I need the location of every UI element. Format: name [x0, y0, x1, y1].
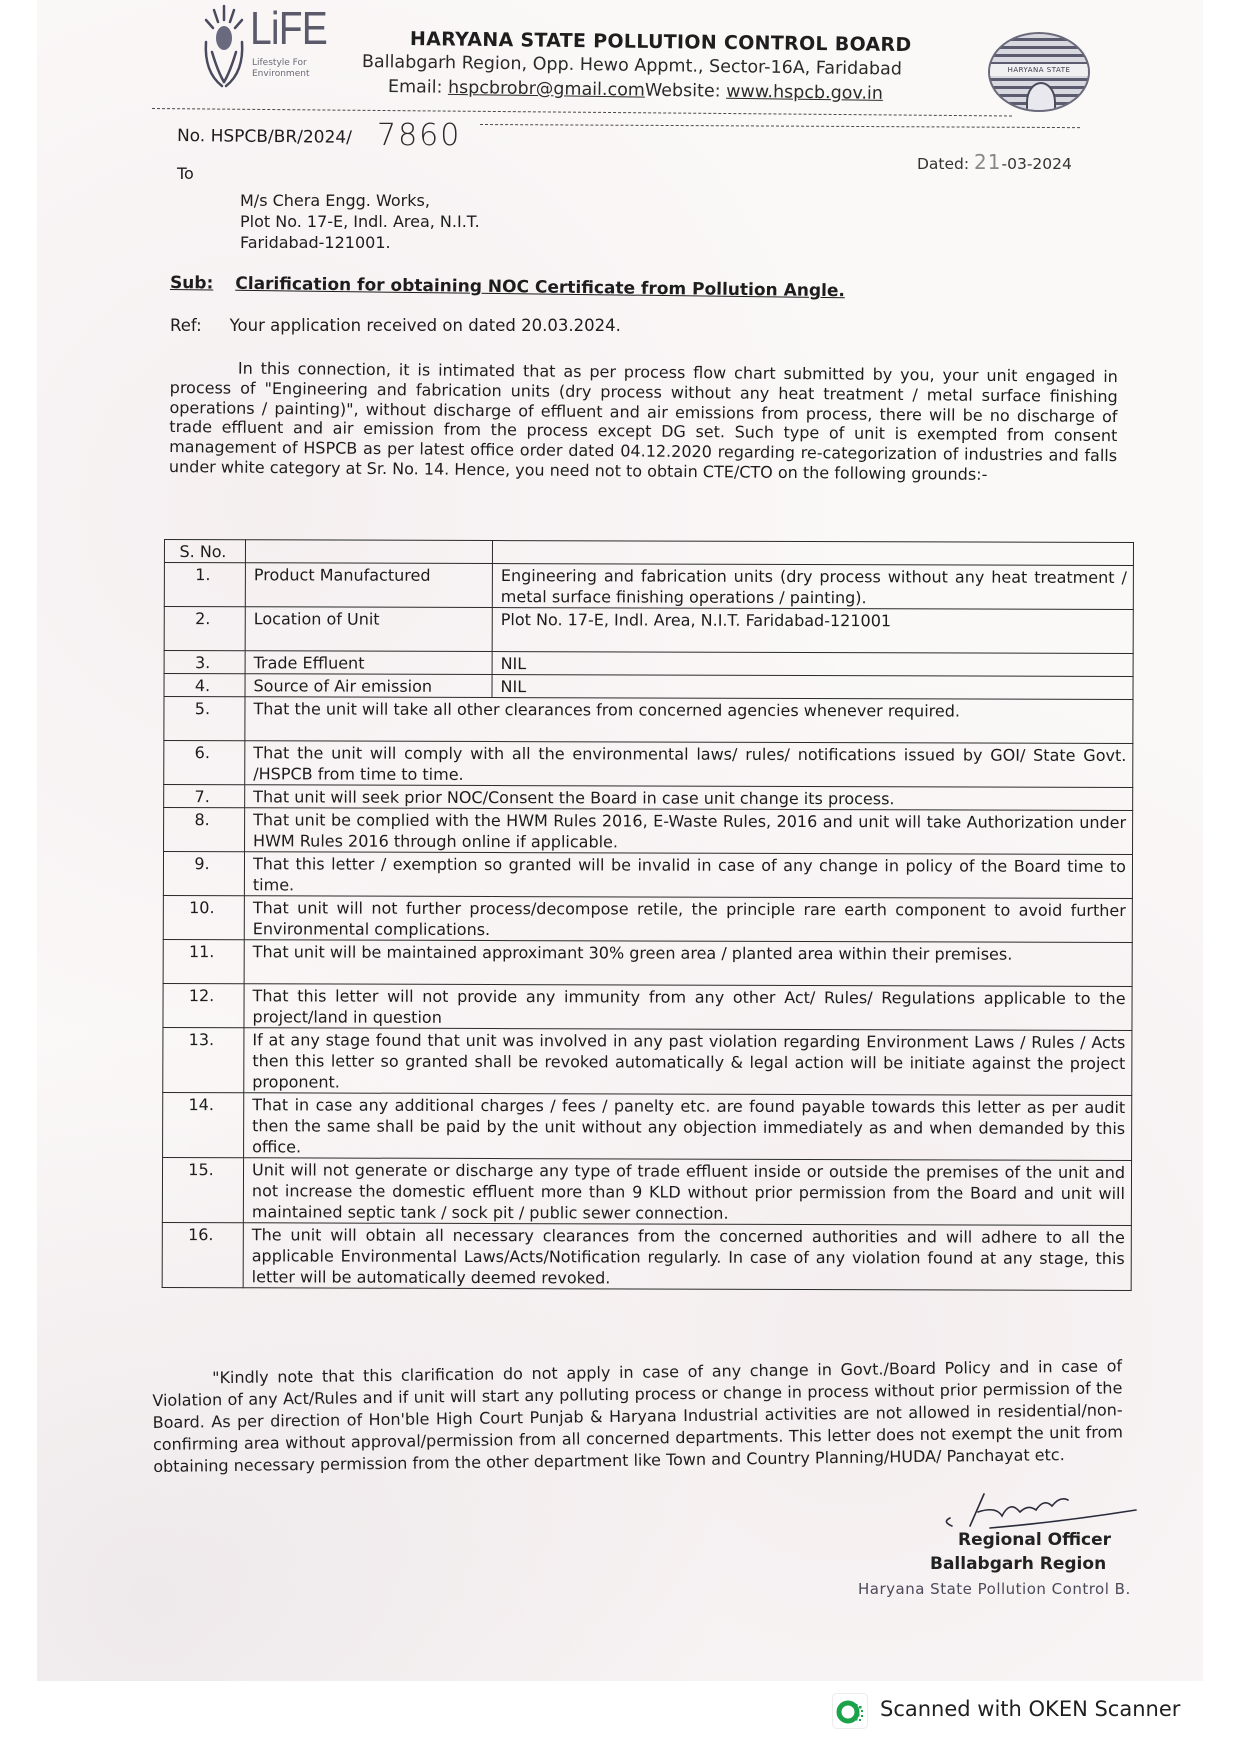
life-logo-subtitle: Lifestyle For Environment — [252, 58, 310, 79]
table-row — [164, 785, 1133, 811]
table-row — [162, 1157, 1131, 1225]
scanner-label: Scanned with OKEN Scanner — [880, 1697, 1181, 1721]
signatory-title: Regional Officer — [958, 1530, 1112, 1550]
row-value: NIL — [492, 652, 1133, 677]
row-condition: That unit will be maintained approximant 30% green area / planted area within their premises. — [244, 940, 1132, 987]
row-condition: That this letter / exemption so granted will be invalid in case of any change in policy of the Board time to time. — [244, 852, 1132, 899]
row-sno: 8. — [164, 808, 245, 852]
table-row — [164, 741, 1133, 788]
hspcb-seal — [988, 32, 1090, 112]
row-label: Location of Unit — [245, 607, 492, 652]
closing-note-text: "Kindly note that this clarification do not apply in case of any change in Govt./Board Policy and in case of Violation of any Act/Rules and if unit will start any polluting process or change in process without prior permission of the Board. As per direction of Hon'ble High Court Punjab & Haryana Industrial activities are not allowed in residential/non-confirming area without approval/permission from all concerned departments. This letter does not exempt the unit from obtaining necessary permission from the other department like Town and Country Planning/HUDA/ Panchayat etc. — [152, 1356, 1124, 1476]
addressee-line: M/s Chera Engg. Works, — [240, 191, 430, 210]
table-row — [164, 697, 1133, 744]
header-blank — [492, 541, 1133, 566]
row-sno: 13. — [163, 1027, 244, 1092]
row-condition: If at any stage found that unit was involved in any past violation regarding Environment Laws / Rules / Acts then this letter so granted shall be revoked automatically & legal action will be initiate against the project proponent. — [244, 1028, 1132, 1096]
letter-date — [917, 150, 1072, 174]
row-condition: That unit be complied with the HWM Rules 2016, E-Waste Rules, 2016 and unit will take Authorization under HWM Rules 2016 through online if applicable. — [245, 808, 1133, 855]
row-sno: 2. — [164, 607, 245, 651]
row-label: Trade Effluent — [245, 651, 492, 675]
table-row — [163, 1027, 1132, 1095]
letter-number: No. HSPCB/BR/2024/ — [176, 126, 353, 148]
row-sno: 14. — [163, 1092, 244, 1157]
addressee-block — [240, 190, 480, 253]
row-sno: 10. — [163, 895, 244, 939]
conditions-table — [162, 539, 1134, 1291]
table-row — [163, 983, 1132, 1030]
reference-text: Your application received on dated 20.03.2024. — [229, 316, 621, 335]
table-row — [163, 1092, 1132, 1160]
row-condition: The unit will obtain all necessary clearances from the concerned authorities and will adhere to all the applicable Environmental Laws/Acts/Notification regularly. In case of any violation found at any stage, this letter will be automatically deemed revoked. — [243, 1223, 1131, 1291]
row-value: NIL — [492, 675, 1133, 700]
seal-text: HARYANA STATE — [990, 64, 1088, 76]
dated-label: Dated: — [917, 155, 970, 173]
addressee-line: Faridabad-121001. — [240, 233, 391, 252]
table-row — [163, 852, 1132, 899]
header-sno: S. No. — [164, 540, 245, 563]
row-sno: 3. — [164, 651, 245, 674]
table-row — [164, 607, 1133, 654]
table-row — [164, 674, 1133, 700]
row-sno: 16. — [162, 1222, 243, 1287]
row-condition: That the unit will comply with all the environmental laws/ rules/ notifications issued by GOI/ State Govt. /HSPCB from time to time. — [245, 741, 1133, 788]
intro-paragraph-text: In this connection, it is intimated that as per process flow chart submitted by you, your unit engaged in process of "Engineering and fabrication units (dry process without any heat treatment / metal surface finishing operations / painting)", without discharge of effluent and air emissions from process, there will be no discharge of trade effluent and air emission from the process except DG set. Such type of unit is exempted from consent management of HSPCB as per latest office order dated 04.12.2020 regarding re-categorization of industries and falls under white category at Sr. No. 14. Hence, you need not to obtain CTE/CTO on the following grounds:- — [168, 358, 1118, 484]
signature — [940, 1490, 1140, 1530]
table-header-row — [164, 540, 1133, 566]
row-label: Product Manufactured — [245, 563, 492, 608]
globe-icon — [1026, 82, 1056, 112]
row-value: Plot No. 17-E, Indl. Area, N.I.T. Faridabad-121001 — [492, 608, 1133, 654]
row-condition: That this letter will not provide any immunity from any other Act/ Rules/ Regulations applicable to the project/land in question — [244, 984, 1132, 1031]
website-link[interactable]: www.hspcb.gov.in — [725, 81, 884, 104]
row-sno: 9. — [163, 852, 244, 896]
row-label: Source of Air emission — [245, 674, 492, 698]
dated-month-year: -03-2024 — [1001, 155, 1072, 173]
subject-label: Sub: — [169, 273, 214, 294]
email-link[interactable]: hspcbrobr@gmail.com — [447, 77, 646, 101]
oken-logo-icon — [832, 1693, 868, 1729]
row-sno: 15. — [162, 1157, 243, 1222]
to-label: To — [177, 164, 194, 183]
row-condition: That the unit will take all other clearances from concerned agencies whenever required. — [245, 697, 1133, 744]
row-condition: Unit will not generate or discharge any type of trade effluent inside or outside the premises of the unit and not increase the domestic effluent more than 9 KLD without prior permission from the Board and unit will maintained septic tank / sock pit / public sewer connection. — [243, 1158, 1131, 1226]
row-sno: 4. — [164, 674, 245, 697]
office-stamp: Haryana State Pollution Control B. — [858, 1580, 1131, 1598]
closing-note — [152, 1355, 1123, 1478]
table-row — [164, 651, 1133, 677]
addressee-line: Plot No. 17-E, Indl. Area, N.I.T. — [240, 212, 480, 231]
row-condition: That unit will seek prior NOC/Consent the Board in case unit change its process. — [245, 785, 1133, 811]
dated-day-handwritten: 21 — [974, 150, 1002, 174]
subject-text: Clarification for obtaining NOC Certificate from Pollution Angle. — [235, 273, 845, 302]
row-value: Engineering and fabrication units (dry process without any heat treatment / metal surface finishing operations / painting). — [492, 564, 1133, 610]
email-label: Email: — [387, 77, 449, 98]
row-sno: 5. — [164, 697, 245, 741]
life-logo-word: LiFE — [250, 2, 328, 54]
table-row — [164, 808, 1133, 855]
row-sno: 1. — [164, 563, 245, 607]
org-name: HARYANA STATE POLLUTION CONTROL BOARD — [409, 28, 912, 57]
row-condition: That in case any additional charges / fees / panelty etc. are found payable towards this letter as per audit then the same shall be paid by the unit without any objection immediately as and when demanded by this office. — [244, 1093, 1132, 1161]
intro-paragraph — [169, 358, 1118, 486]
life-emblem-icon — [200, 2, 248, 88]
row-sno: 6. — [164, 741, 245, 785]
reference-label: Ref: — [170, 316, 202, 335]
table-row — [162, 1222, 1131, 1290]
table-row — [163, 939, 1132, 986]
scanner-watermark — [832, 1693, 1212, 1737]
row-condition: That unit will not further process/decompose retile, the principle rare earth component to avoid further Environmental complications. — [244, 896, 1132, 943]
reference-line — [170, 316, 621, 335]
row-sno: 12. — [163, 983, 244, 1027]
signatory-region: Ballabgarh Region — [930, 1554, 1107, 1574]
letter-number-handwritten: 7860 — [377, 118, 462, 153]
org-address: Ballabgarh Region, Opp. Hewo Appmt., Sector-16A, Faridabad — [361, 52, 903, 80]
life-logo — [200, 2, 330, 94]
website-label: Website: — [644, 80, 727, 102]
table-row — [163, 895, 1132, 942]
table-row — [164, 563, 1133, 610]
row-sno: 7. — [164, 785, 245, 808]
header-blank — [245, 540, 492, 564]
row-sno: 11. — [163, 939, 244, 983]
